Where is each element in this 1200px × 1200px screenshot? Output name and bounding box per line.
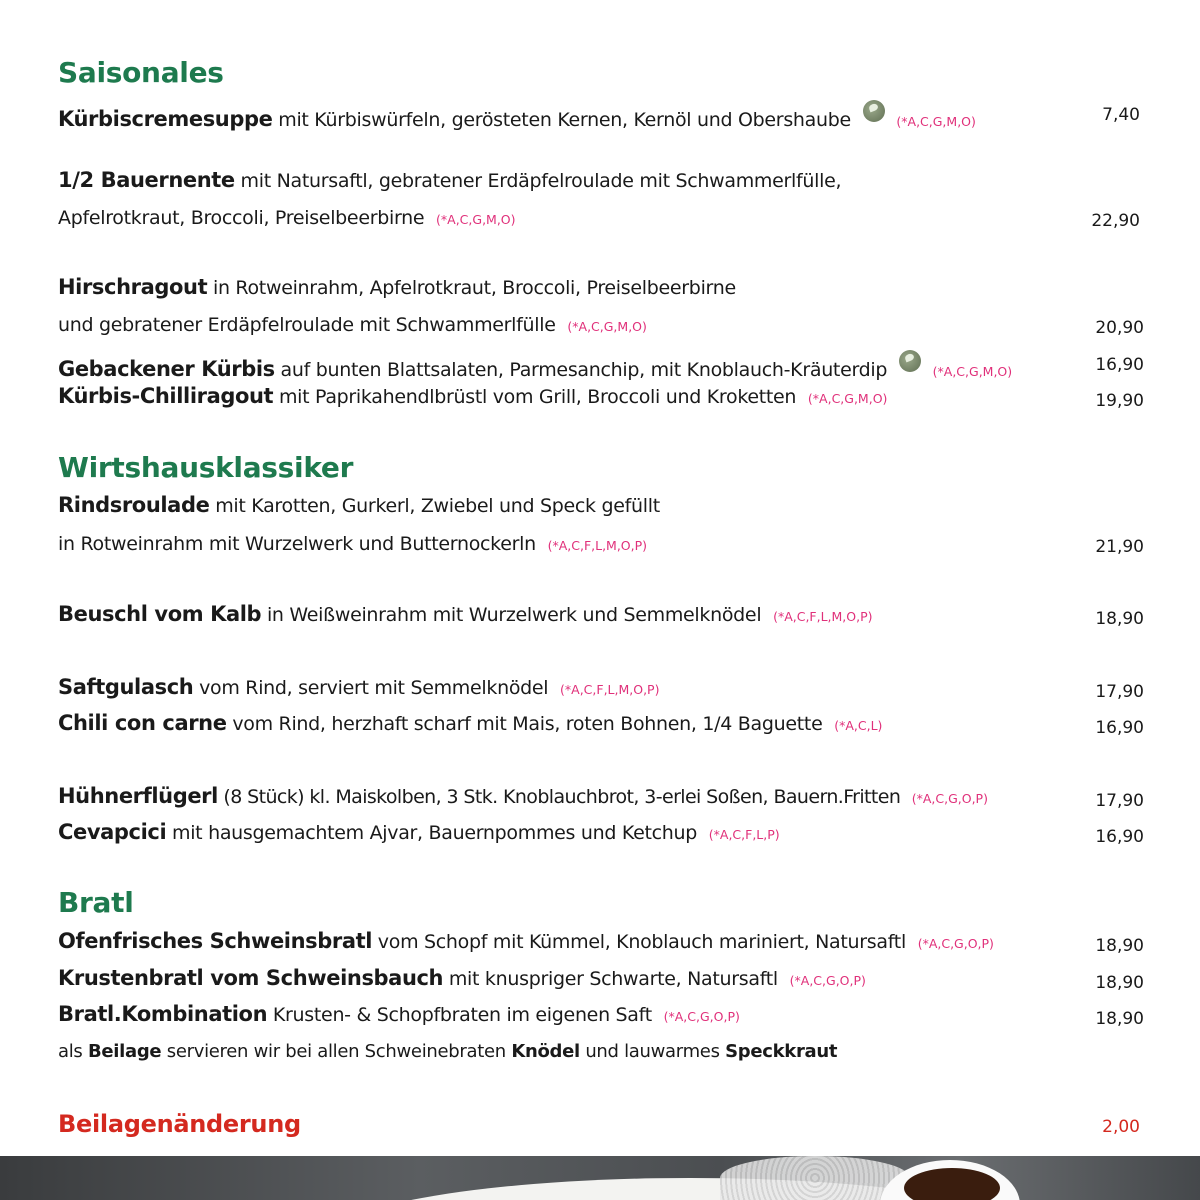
item-name: 1/2 Bauernente <box>58 168 235 192</box>
section-title-bratl: Bratl <box>58 886 134 919</box>
allergen-codes: (*A,C,G,O,P) <box>917 936 994 951</box>
item-price: 17,90 <box>1095 791 1144 811</box>
item-price: 18,90 <box>1095 973 1144 993</box>
item-price: 7,40 <box>1102 105 1140 125</box>
allergen-codes: (*A,C,G,M,O) <box>896 114 976 129</box>
note-text: servieren wir bei allen Schweinebraten <box>166 1041 506 1062</box>
item-krustenbratl <box>58 968 866 989</box>
allergen-codes: (*A,C,G,O,P) <box>663 1009 740 1024</box>
item-desc: in Weißweinrahm mit Wurzelwerk und Semmelknödel <box>266 604 762 626</box>
item-bauernente-line2 <box>58 209 516 228</box>
section-title-wirtshausklassiker: Wirtshausklassiker <box>58 451 354 484</box>
item-desc: (8 Stück) kl. Maiskolben, 3 Stk. Knoblauchbrot, 3-erlei Soßen, Bauern.Fritten <box>223 786 901 808</box>
item-price: 16,90 <box>1095 718 1144 738</box>
item-rindsroulade-line2 <box>58 535 647 554</box>
item-desc: in Rotweinrahm, Apfelrotkraut, Broccoli, Preiselbeerbirne <box>212 277 736 299</box>
item-hirschragout-line2 <box>58 316 647 335</box>
allergen-codes: (*A,C,G,M,O) <box>932 364 1013 379</box>
item-schweinsbratl <box>58 931 994 952</box>
item-price: 16,90 <box>1095 827 1144 847</box>
item-bratl-kombination <box>58 1004 740 1025</box>
allergen-codes: (*A,C,L) <box>834 718 883 733</box>
item-desc: mit Paprikahendlbrüstl vom Grill, Broccoli und Kroketten <box>278 386 797 408</box>
item-hirschragout <box>58 277 736 298</box>
item-desc: mit hausgemachtem Ajvar, Bauernpommes und Ketchup <box>172 822 698 844</box>
beilagenaenderung-price: 2,00 <box>1102 1117 1140 1137</box>
item-desc: vom Rind, serviert mit Semmelknödel <box>199 677 549 699</box>
item-price: 16,90 <box>1095 355 1144 375</box>
item-kuerbiscremesuppe <box>58 100 976 130</box>
item-price: 22,90 <box>1091 211 1140 231</box>
allergen-codes: (*A,C,F,L,P) <box>708 827 780 842</box>
item-name: Saftgulasch <box>58 675 194 699</box>
item-name: Krustenbratl vom Schweinsbauch <box>58 966 444 990</box>
item-chili-con-carne <box>58 713 882 734</box>
item-price: 18,90 <box>1095 1009 1144 1029</box>
item-desc: mit Karotten, Gurkerl, Zwiebel und Speck gefüllt <box>215 495 660 517</box>
note-bold: Speckkraut <box>725 1041 838 1062</box>
allergen-codes: (*A,C,G,O,P) <box>911 791 988 806</box>
allergen-codes: (*A,C,F,L,M,O,P) <box>547 538 648 553</box>
item-name: Beuschl vom Kalb <box>58 602 262 626</box>
item-gebackener-kuerbis <box>58 350 1012 380</box>
item-desc: auf bunten Blattsalaten, Parmesanchip, mit Knoblauch-Kräuterdip <box>280 359 888 381</box>
item-name: Rindsroulade <box>58 493 210 517</box>
vegetarian-leaf-icon <box>899 350 921 372</box>
item-desc: und gebratener Erdäpfelroulade mit Schwammerlfülle <box>58 314 556 336</box>
item-rindsroulade <box>58 495 660 516</box>
food-photo-strip <box>0 1156 1200 1200</box>
item-name: Gebackener Kürbis <box>58 357 275 381</box>
sauce-cup-shape <box>880 1160 1020 1200</box>
item-desc: mit knuspriger Schwarte, Natursaftl <box>448 968 778 990</box>
item-name: Cevapcici <box>58 820 167 844</box>
item-desc: Apfelrotkraut, Broccoli, Preiselbeerbirne <box>58 207 425 229</box>
item-desc: mit Kürbiswürfeln, gerösteten Kernen, Kernöl und Obershaube <box>278 109 851 131</box>
item-price: 17,90 <box>1095 682 1144 702</box>
item-name: Ofenfrisches Schweinsbratl <box>58 929 373 953</box>
item-price: 18,90 <box>1095 936 1144 956</box>
allergen-codes: (*A,C,G,M,O) <box>807 391 888 406</box>
note-bold: Knödel <box>511 1041 580 1062</box>
item-bauernente <box>58 170 841 191</box>
note-text: als <box>58 1041 83 1062</box>
allergen-codes: (*A,C,F,L,M,O,P) <box>560 682 660 697</box>
item-saftgulasch <box>58 677 659 698</box>
item-desc: Krusten- & Schopfbraten im eigenen Saft <box>272 1004 652 1026</box>
item-name: Kürbis-Chilliragout <box>58 384 274 408</box>
allergen-codes: (*A,C,G,O,P) <box>789 973 866 988</box>
item-desc: in Rotweinrahm mit Wurzelwerk und Butternockerln <box>58 533 536 555</box>
item-cevapcici <box>58 822 780 843</box>
allergen-codes: (*A,C,F,L,M,O,P) <box>773 609 873 624</box>
note-bold: Beilage <box>87 1041 162 1062</box>
allergen-codes: (*A,C,G,M,O) <box>436 212 516 227</box>
item-price: 18,90 <box>1095 609 1144 629</box>
item-price: 20,90 <box>1095 318 1144 338</box>
item-name: Hühnerflügerl <box>58 784 218 808</box>
item-name: Hirschragout <box>58 275 208 299</box>
beilage-note <box>58 1043 837 1061</box>
item-price: 21,90 <box>1095 537 1144 557</box>
beilagenaenderung-label: Beilagenänderung <box>58 1110 301 1138</box>
item-name: Kürbiscremesuppe <box>58 107 273 131</box>
item-desc: vom Rind, herzhaft scharf mit Mais, roten Bohnen, 1/4 Baguette <box>232 713 823 735</box>
item-kuerbis-chilliragout <box>58 386 887 407</box>
item-desc: vom Schopf mit Kümmel, Knoblauch mariniert, Natursaftl <box>377 931 906 953</box>
item-beuschl <box>58 604 873 625</box>
note-text: und lauwarmes <box>585 1041 720 1062</box>
item-desc: mit Natursaftl, gebratener Erdäpfelroulade mit Schwammerlfülle, <box>240 170 842 192</box>
item-name: Bratl.Kombination <box>58 1002 268 1026</box>
item-name: Chili con carne <box>58 711 227 735</box>
section-title-saisonales: Saisonales <box>58 56 224 89</box>
item-huehnerfluegerl <box>58 786 988 807</box>
item-price: 19,90 <box>1095 391 1144 411</box>
allergen-codes: (*A,C,G,M,O) <box>567 319 647 334</box>
vegetarian-leaf-icon <box>863 100 885 122</box>
